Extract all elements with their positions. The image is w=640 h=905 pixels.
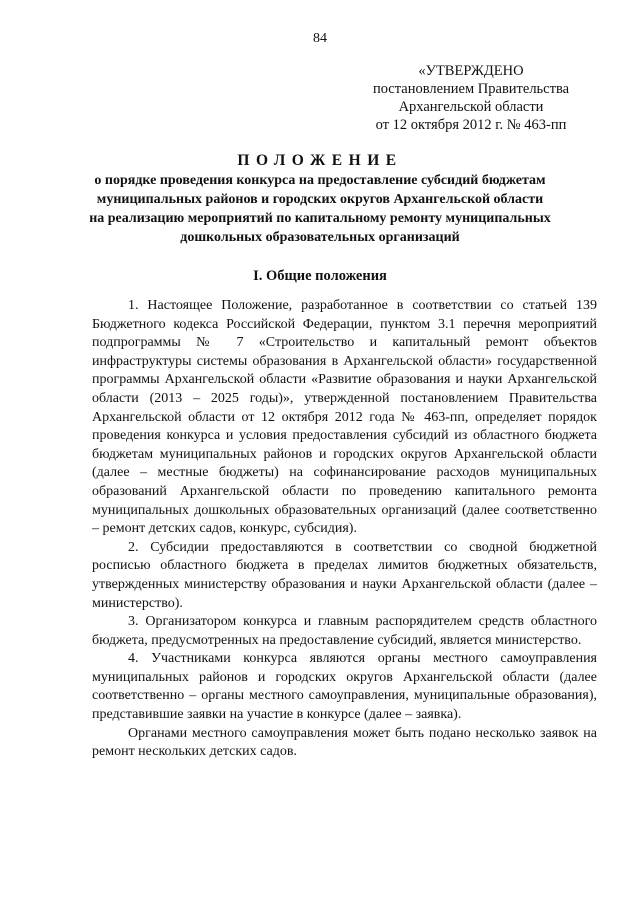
subtitle-line: о порядке проведения конкурса на предоставление субсидий бюджетам	[94, 173, 546, 188]
approval-line: постановлением Правительства	[372, 81, 570, 97]
approval-line: Архангельской области	[398, 99, 544, 115]
document-title	[60, 151, 580, 247]
page-number: 84	[313, 31, 327, 46]
paragraph: 2. Субсидии предоставляются в соответствии со сводной бюджетной росписью областного бюджета в пределах лимитов бюджетных обязательств, утвержденных министерству образования и науки Архангельской области (далее – министерство).	[92, 539, 597, 611]
title-subtitle	[60, 171, 580, 247]
paragraph: 1. Настоящее Положение, разработанное в соответствии со статьей 139 Бюджетного кодекса Российской Федерации, пунктом 3.1 перечня мероприятий подпрограммы № 7 «Строительство и капитальный ремонт объектов инфраструктуры системы образования в Архангельской области» государственной программы Архангельской области «Развитие образования и науки Архангельской области (2013 – 2025 годы)», утвержденной постановлением Правительства Архангельской области от 12 октября 2012 года № 463-пп, определяет порядок проведения конкурса и условия предоставления субсидий из областного бюджета бюджетам муниципальных районов и городских округов Архангельской области (далее – местные бюджеты) на софинансирование расходов муниципальных образований Архангельской области по проведению капитального ремонта муниципальных дошкольных образовательных организаций (далее соответственно – ремонт детских садов, конкурс, субсидия).	[92, 298, 597, 537]
subtitle-line: дошкольных образовательных организаций	[180, 230, 460, 245]
paragraph: 3. Организатором конкурса и главным распорядителем средств областного бюджета, предусмотренных на предоставление субсидий, является министерство.	[92, 614, 597, 648]
paragraph: Органами местного самоуправления может быть подано несколько заявок на ремонт нескольких детских садов.	[92, 725, 597, 760]
approval-line: от 12 октября 2012 г. № 463-пп	[375, 117, 567, 133]
approval-line: «УТВЕРЖДЕНО	[418, 63, 524, 79]
title-main: ПОЛОЖЕНИЕ	[237, 152, 403, 169]
section-heading: I. Общие положения	[253, 268, 387, 284]
subtitle-line: муниципальных районов и городских округов Архангельской области	[96, 192, 544, 207]
section-body	[92, 297, 597, 762]
approval-stamp	[340, 62, 602, 134]
paragraph: 4. Участниками конкурса являются органы местного самоуправления муниципальных районов и городских округов Архангельской области (далее соответственно – органы местного самоуправления, муниципальные образования), представившие заявки на участие в конкурсе (далее – заявка).	[92, 651, 597, 723]
subtitle-line: на реализацию мероприятий по капитальному ремонту муниципальных	[89, 211, 551, 226]
